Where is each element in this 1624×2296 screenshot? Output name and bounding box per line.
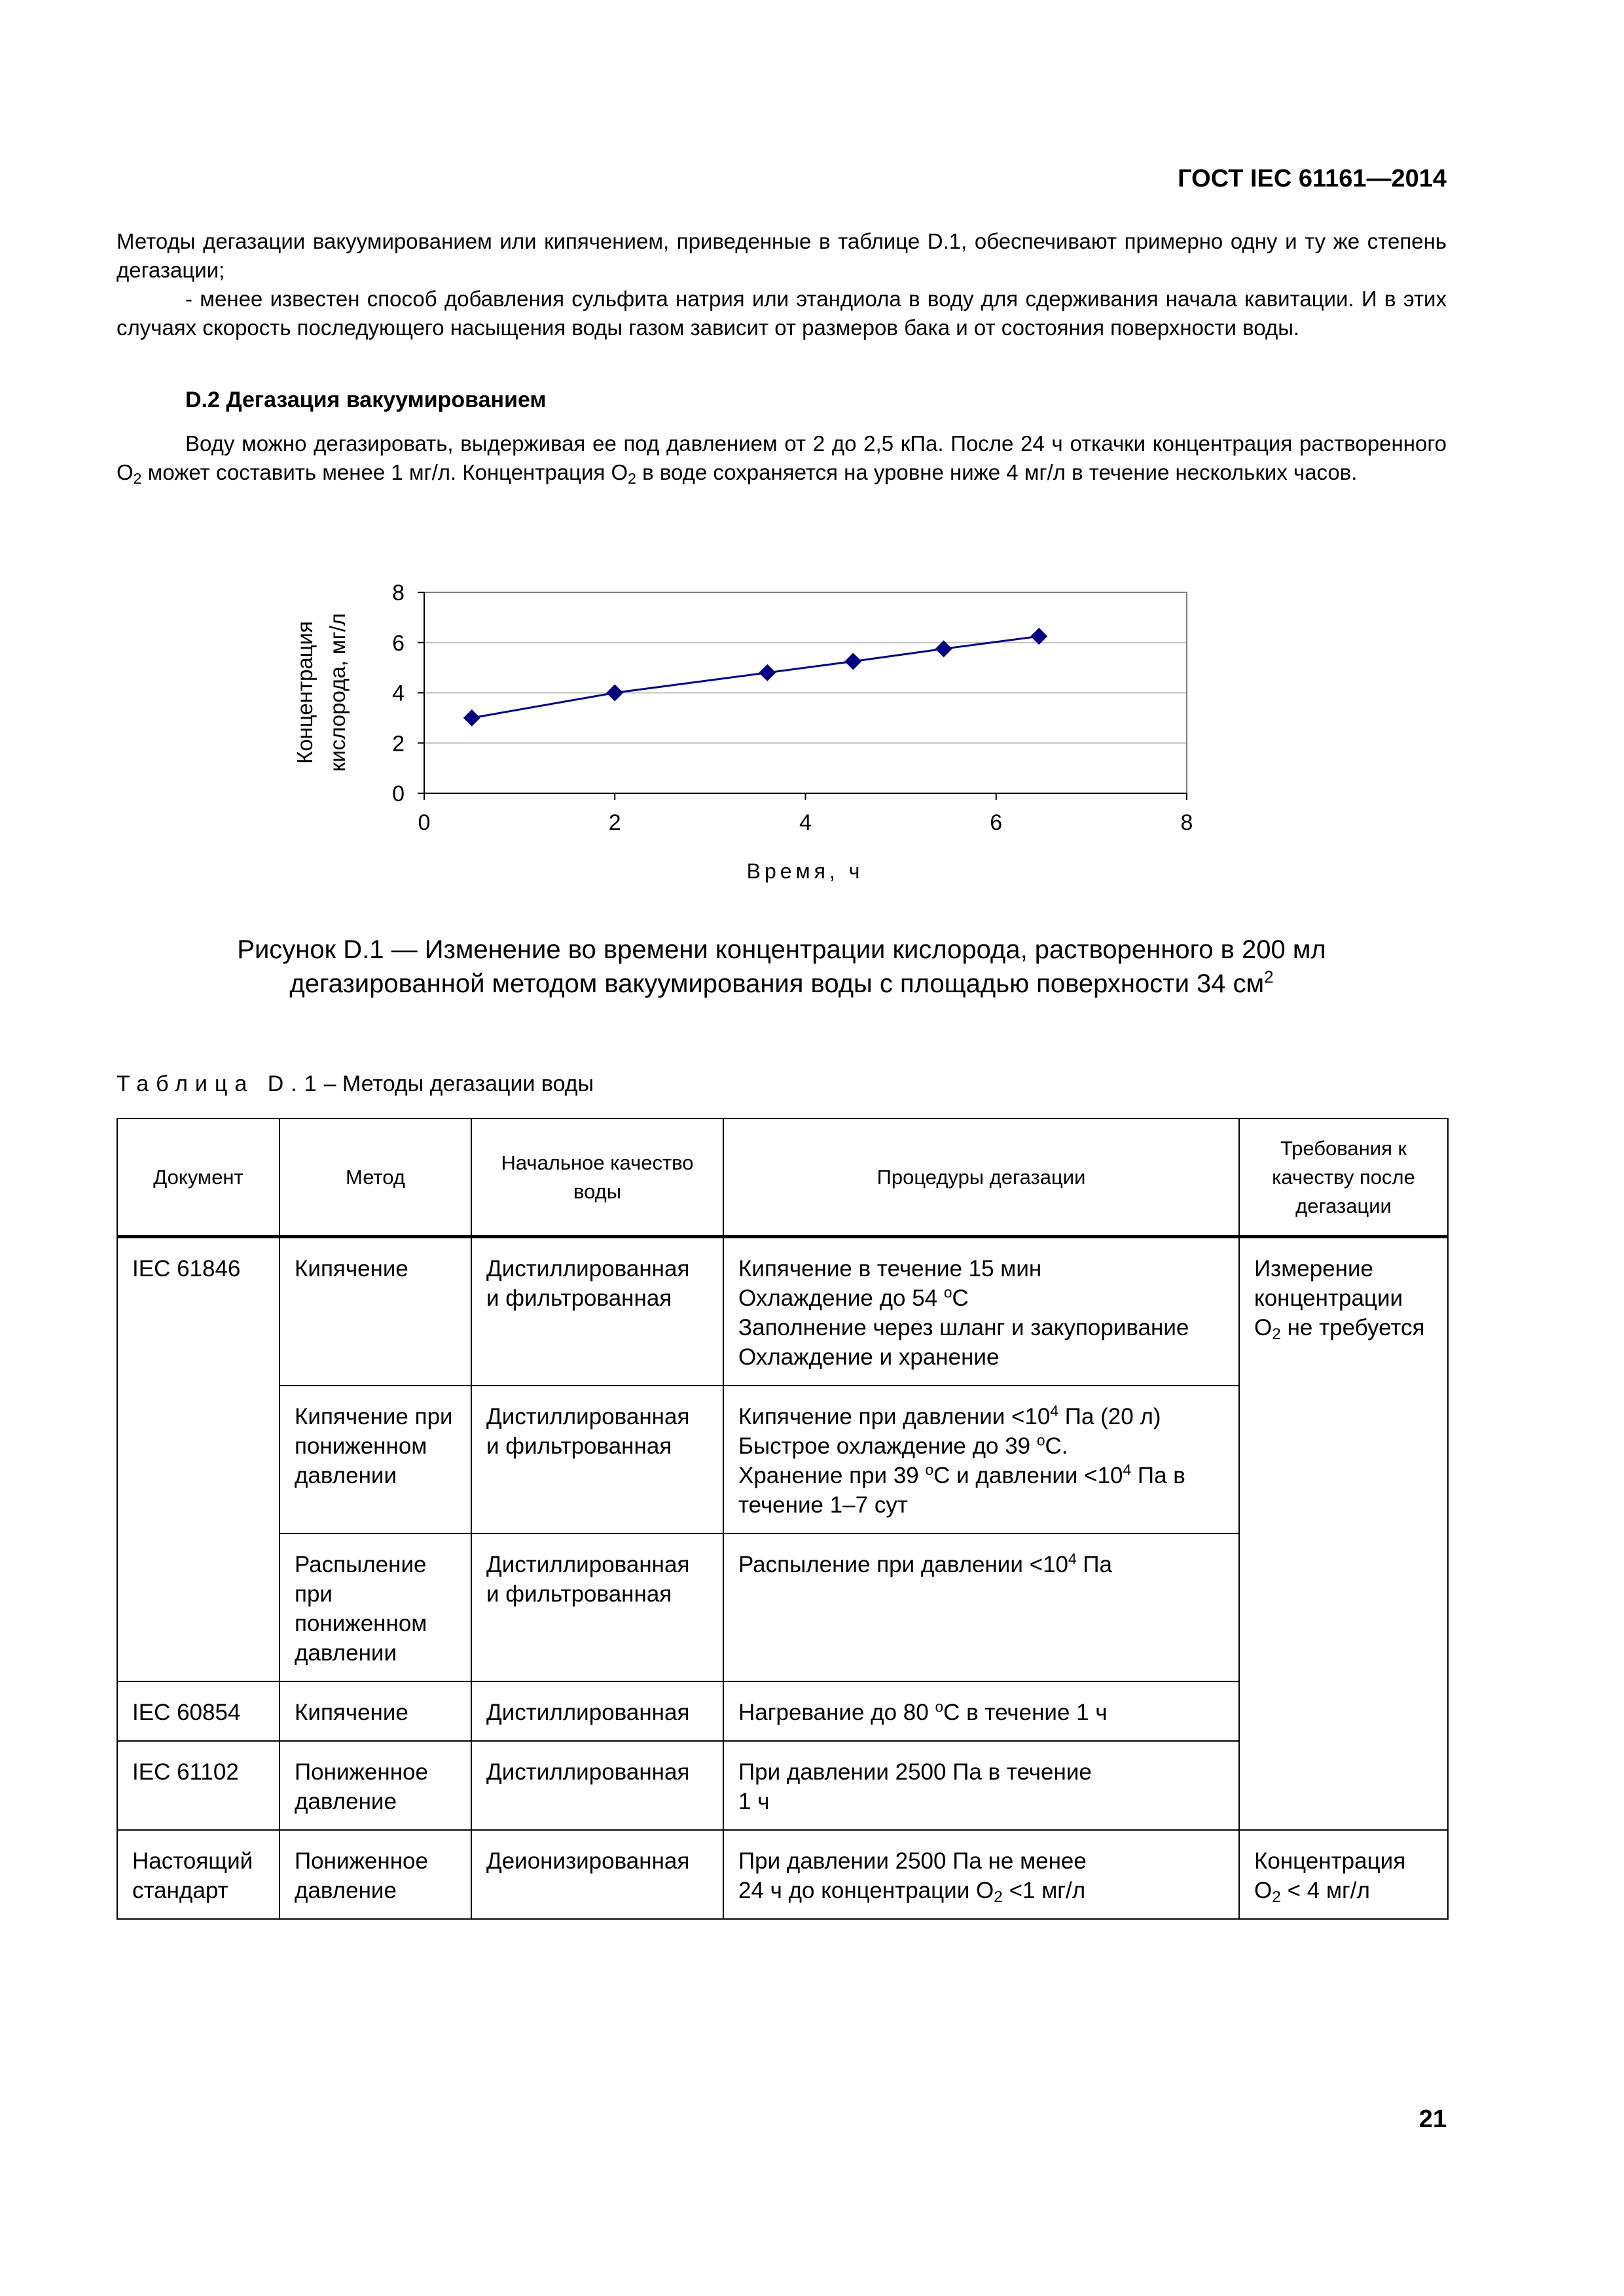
section-heading: D.2 Дегазация вакуумированием xyxy=(185,387,547,412)
figure-caption: Рисунок D.1 — Изменение во времени концентрации кислорода, растворенного в 200 мл дегазированной методом вакуумирования воды с площадью поверхности 34 $см^2$ xyxy=(237,935,1326,998)
table-title: Таблица D.1– Методы дегазации воды xyxy=(117,1071,594,1096)
header-method: Метод xyxy=(280,1119,471,1237)
data-point-marker xyxy=(844,653,861,670)
header-procedures: Процедуры дегазации xyxy=(723,1119,1239,1237)
page-number: 21 xyxy=(1418,2106,1447,2133)
paragraph-sulfite-method: - менее известен способ добавления сульфита натрия или этандиола в воду для сдерживания начала кавитации. И в этих случаях скорость последующего насыщения воды газом зависит от размеров бака и от состояния поверхности воды. xyxy=(117,287,1447,340)
degassing-methods-table xyxy=(117,1118,1449,1920)
y-tick-label: 0 xyxy=(392,781,405,806)
cell-method: Пониженное давление xyxy=(280,1830,471,1919)
y-axis-label-line1: Концентрация xyxy=(293,621,317,764)
cell-method: Распыление при пониженном давлении xyxy=(280,1534,471,1681)
x-tick-label: 0 xyxy=(418,810,431,835)
x-tick-label: 4 xyxy=(799,810,812,835)
cell-procedure: Распыление при давлении $<10^4$ Па xyxy=(723,1534,1239,1681)
cell-requirements: Измерение концентрации $O_2$ не требуется xyxy=(1239,1237,1448,1831)
x-tick-label: 6 xyxy=(990,810,1003,835)
x-tick-label: 8 xyxy=(1180,810,1193,835)
cell-procedure: При давлении 2500 Па не менее 24 ч до концентрации $O_2 <1$ мг/л xyxy=(723,1830,1239,1919)
cell-quality: Дистиллированная xyxy=(471,1681,723,1741)
cell-quality: Дистиллированная xyxy=(471,1741,723,1830)
paragraph-degassing-methods: Методы дегазации вакуумированием или кипячением, приведенные в таблице D.1, обеспечивают примерно одну и ту же степень дегазации; xyxy=(117,229,1447,282)
cell-procedure: При давлении 2500 Па в течение 1 ч xyxy=(723,1741,1239,1830)
data-point-marker xyxy=(759,664,776,681)
cell-quality: Деионизированная xyxy=(471,1830,723,1919)
cell-document: Настоящий стандарт xyxy=(117,1830,280,1919)
y-tick-label: 4 xyxy=(392,681,405,706)
cell-method: Кипячение при пониженном давлении xyxy=(280,1386,471,1534)
cell-procedure: Нагревание до 80 $^o$C в течение 1 ч xyxy=(723,1681,1239,1741)
cell-document: IEC 61102 xyxy=(117,1741,280,1830)
table-row xyxy=(117,1237,1448,1386)
y-tick-label: 2 xyxy=(392,731,405,757)
oxygen-concentration-chart xyxy=(275,563,1204,903)
cell-quality: Дистиллированная и фильтрованная xyxy=(471,1386,723,1534)
paragraph-vacuum-degassing: Воду можно дегазировать, выдерживая ее под давлением от 2 до 2,5 кПа. После 24 ч откачки концентрация растворенного $O_2$ может составить менее 1 мг/л. Концентрация $O_2$ в воде сохраняется на уровне ниже 4 мг/л в течение нескольких часов. xyxy=(117,431,1447,487)
cell-method: Кипячение xyxy=(280,1681,471,1741)
table-row xyxy=(117,1830,1448,1919)
data-point-marker xyxy=(606,685,623,702)
y-tick-label: 8 xyxy=(392,581,405,605)
chart-ticks xyxy=(392,581,1193,835)
cell-quality: Дистиллированная и фильтрованная xyxy=(471,1237,723,1386)
chart-gridlines xyxy=(424,643,1187,744)
cell-quality: Дистиллированная и фильтрованная xyxy=(471,1534,723,1681)
x-axis-label: Время, ч xyxy=(746,859,864,883)
cell-method: Пониженное давление xyxy=(280,1741,471,1830)
cell-document: IEC 61846 xyxy=(117,1237,280,1682)
header-document: Документ xyxy=(117,1119,280,1237)
header-initial-quality: Начальное качество воды xyxy=(471,1119,723,1237)
y-axis-label-line2: кислорода, мг/л xyxy=(325,613,350,772)
cell-method: Кипячение xyxy=(280,1237,471,1386)
y-tick-label: 6 xyxy=(392,630,405,656)
data-point-marker xyxy=(463,709,480,726)
cell-document: IEC 60854 xyxy=(117,1681,280,1741)
cell-requirements: Концентрация $O_2 < 4$ мг/л xyxy=(1239,1830,1448,1919)
cell-procedure: Кипячение при давлении $<10^4$ Па (20 л) Быстрое охлаждение до 39 $^o$C. Хранение при 39 $^o$C и давлении $<10^4$ Па в течение 1–7 сут xyxy=(723,1386,1239,1534)
cell-procedure: Кипячение в течение 15 мин Охлаждение до 54 $^o$C Заполнение через шланг и закупоривание Охлаждение и хранение xyxy=(723,1237,1239,1386)
header-requirements: Требования к качеству после дегазации xyxy=(1239,1119,1448,1237)
table-header-row xyxy=(117,1119,1448,1237)
series-line xyxy=(472,636,1039,718)
x-tick-label: 2 xyxy=(608,810,621,835)
document-code: ГОСТ IEC 61161—2014 xyxy=(1178,165,1447,192)
